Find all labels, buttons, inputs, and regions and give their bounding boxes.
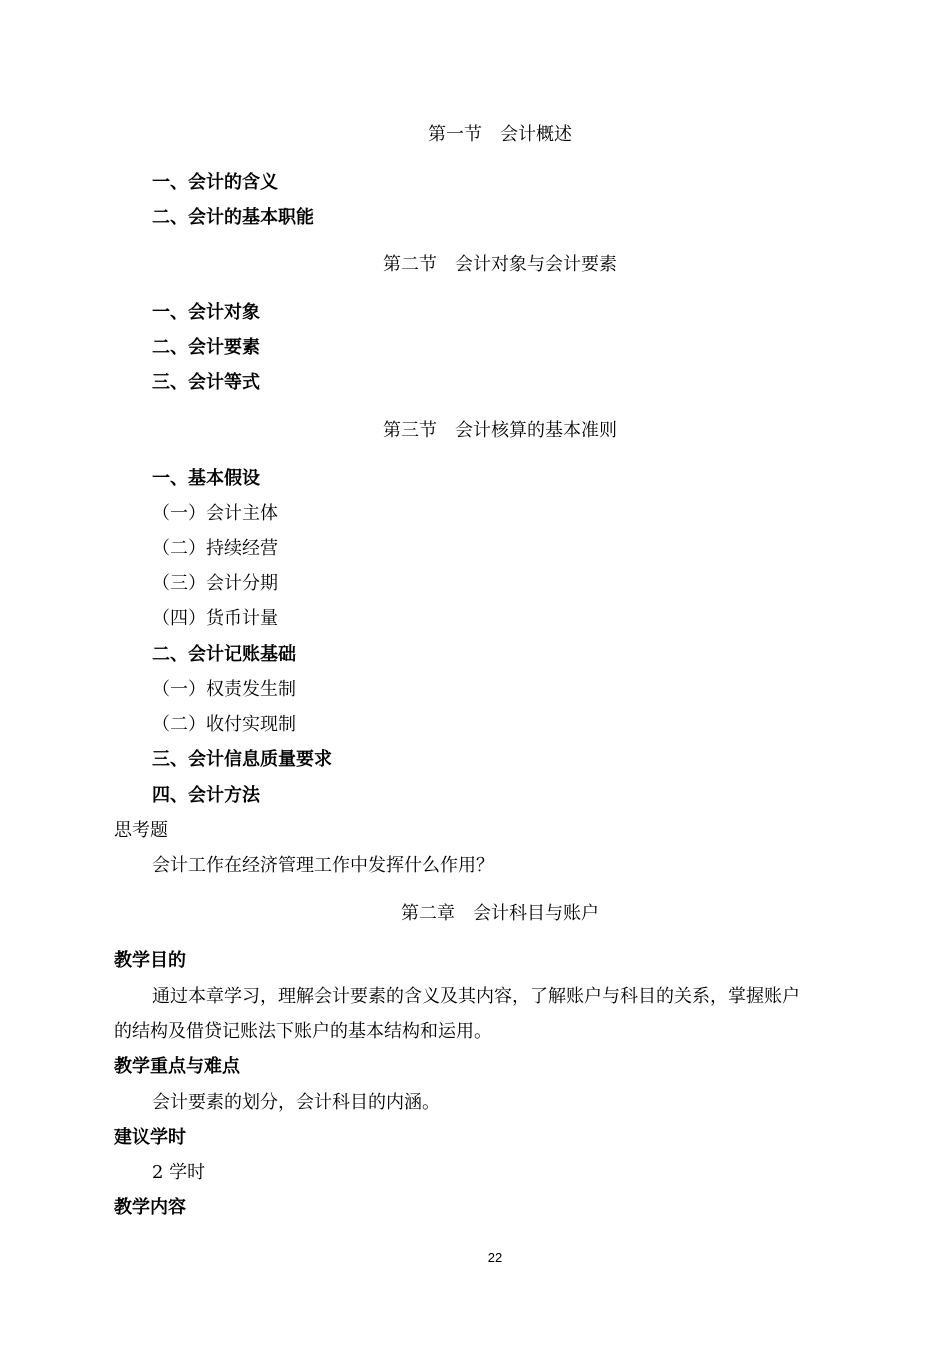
heading-recording-basis: 二、会计记账基础 (152, 644, 296, 665)
hours-text: 2 学时 (152, 1162, 206, 1183)
heading-accounting-elements: 二、会计要素 (152, 337, 260, 358)
sub-item: （二）持续经营 (152, 538, 278, 559)
section-1-title: 第一节 会计概述 (428, 124, 572, 145)
sub-item: （一）会计主体 (152, 503, 278, 524)
sub-item: （二）收付实现制 (152, 714, 296, 735)
heading-basic-functions: 二、会计的基本职能 (152, 207, 314, 228)
keypoints-heading: 教学重点与难点 (114, 1056, 240, 1077)
sub-item: （一）权责发生制 (152, 679, 296, 700)
section-3-title: 第三节 会计核算的基本准则 (383, 420, 617, 441)
thinking-question: 会计工作在经济管理工作中发挥什么作用？ (152, 855, 494, 876)
heading-info-quality: 三、会计信息质量要求 (152, 749, 332, 770)
sub-item: （三）会计分期 (152, 573, 278, 594)
keypoints-text: 会计要素的划分，会计科目的内涵。 (152, 1092, 440, 1113)
objective-text-line2: 的结构及借贷记账法下账户的基本结构和运用。 (114, 1021, 492, 1042)
page-number: 22 (487, 1250, 503, 1265)
content-heading: 教学内容 (114, 1197, 186, 1218)
thinking-heading: 思考题 (114, 820, 168, 841)
hours-heading: 建议学时 (114, 1127, 186, 1148)
objective-text-line1: 通过本章学习，理解会计要素的含义及其内容，了解账户与科目的关系，掌握账户 (152, 986, 800, 1007)
heading-basic-assumptions: 一、基本假设 (152, 468, 260, 489)
heading-accounting-equation: 三、会计等式 (152, 372, 260, 393)
heading-accounting-object: 一、会计对象 (152, 302, 260, 323)
chapter-2-title: 第二章 会计科目与账户 (401, 903, 599, 924)
objective-heading: 教学目的 (114, 950, 186, 971)
heading-accounting-meaning: 一、会计的含义 (152, 172, 278, 193)
sub-item: （四）货币计量 (152, 608, 278, 629)
section-2-title: 第二节 会计对象与会计要素 (383, 254, 617, 275)
heading-accounting-methods: 四、会计方法 (152, 785, 260, 806)
